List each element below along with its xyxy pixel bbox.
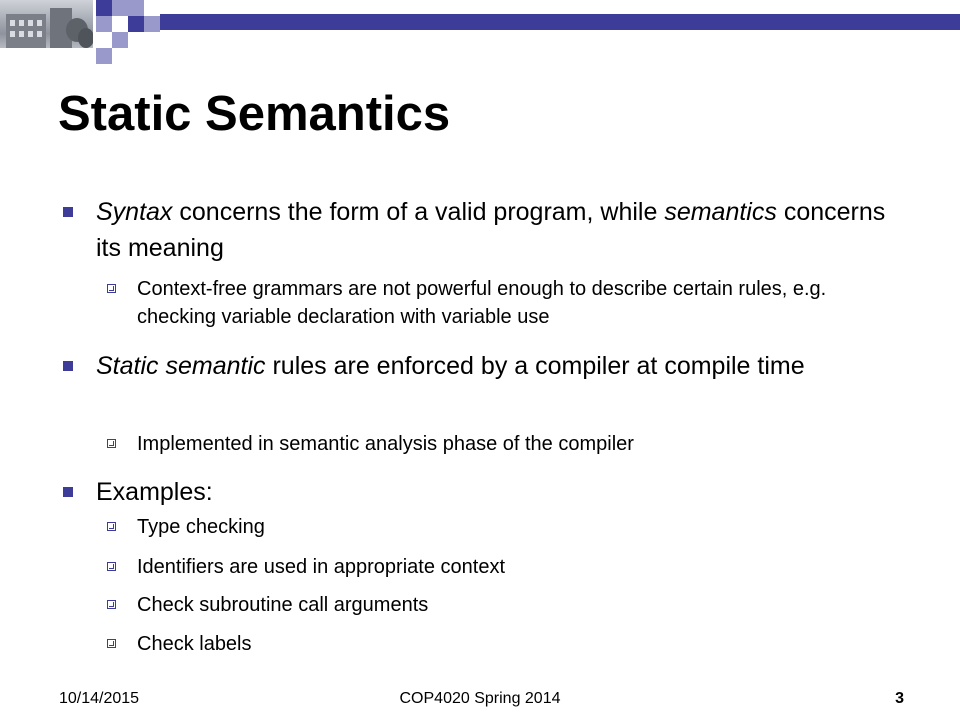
bullet-text: concerns the form of a valid program, while (172, 198, 665, 226)
campus-photo (0, 0, 93, 48)
header-square (112, 0, 128, 16)
bullet-text-italic: Syntax (96, 198, 173, 226)
sub-bullet-text: Identifiers are used in appropriate context (137, 556, 505, 578)
bullet-item (96, 474, 896, 510)
header-bar (160, 14, 960, 30)
bullet-text-italic: semantics (664, 198, 777, 226)
header-square (96, 0, 112, 16)
header-square (96, 48, 112, 64)
header-square (128, 16, 144, 32)
sub-bullet-item (137, 430, 897, 458)
checkbox-bullet-icon (107, 284, 116, 293)
header-square (144, 16, 160, 32)
sub-bullet-text: Check subroutine call arguments (137, 594, 429, 616)
sub-bullet-item (137, 553, 897, 581)
sub-bullet-item (137, 275, 897, 331)
sub-bullet-text: Type checking (137, 516, 265, 538)
checkbox-bullet-icon (107, 600, 116, 609)
footer-course: COP4020 Spring 2014 (399, 690, 561, 707)
header-square (96, 16, 112, 32)
square-bullet-icon (63, 207, 73, 217)
sub-bullet-text: Context-free grammars are not powerful enough to describe certain rules, e.g. checking variable declaration with variable use (137, 278, 827, 328)
square-bullet-icon (63, 487, 73, 497)
sub-bullet-item (137, 630, 897, 658)
checkbox-bullet-icon (107, 522, 116, 531)
checkbox-bullet-icon (107, 439, 116, 448)
header-square (128, 0, 144, 16)
bullet-text: rules are enforced by a compiler at compile time (265, 352, 805, 380)
slide-title: Static Semantics (58, 87, 451, 141)
bullet-text-italic: Static semantic (96, 352, 266, 380)
header-square (112, 32, 128, 48)
sub-bullet-item (137, 513, 897, 541)
sub-bullet-text: Implemented in semantic analysis phase of the compiler (137, 433, 634, 455)
footer-date: 10/14/2015 (59, 690, 140, 707)
page-number: 3 (895, 690, 904, 707)
sub-bullet-text: Check labels (137, 633, 252, 655)
bullet-text: concerns its meaning (96, 198, 886, 262)
bullet-item (96, 194, 896, 266)
bullet-text: Examples: (96, 478, 213, 506)
checkbox-bullet-icon (107, 639, 116, 648)
bullet-item (96, 348, 896, 384)
checkbox-bullet-icon (107, 562, 116, 571)
square-bullet-icon (63, 361, 73, 371)
sub-bullet-item (137, 591, 897, 619)
